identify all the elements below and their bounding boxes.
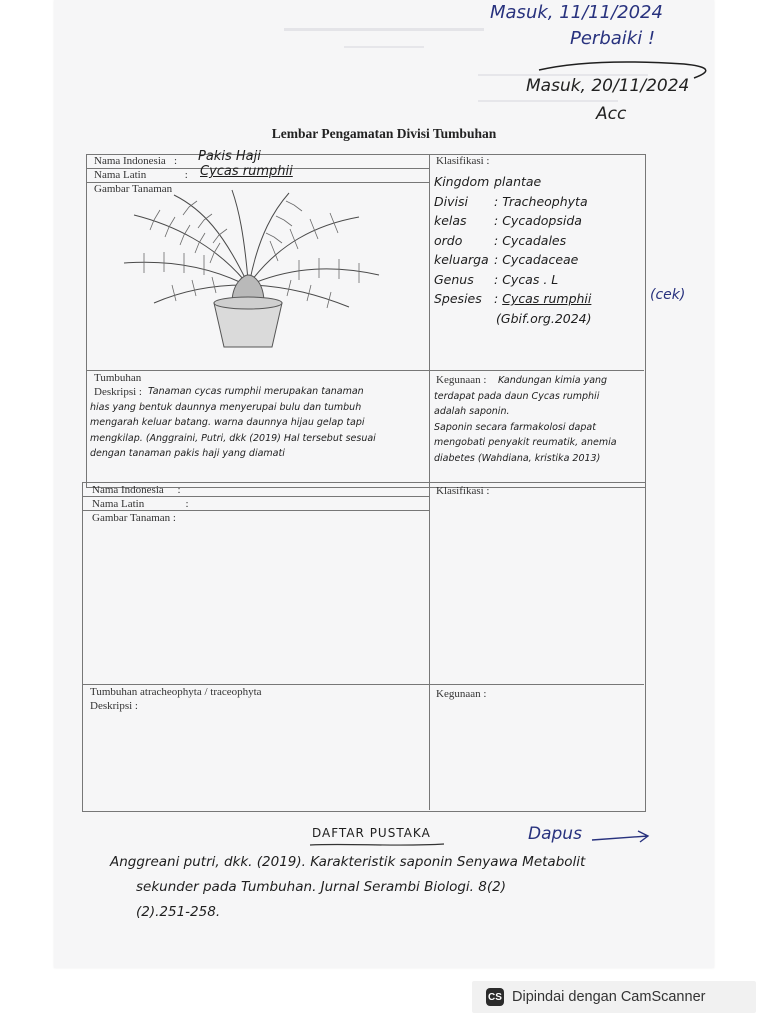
row-line: [86, 370, 644, 371]
heading-underline: [308, 840, 448, 850]
label-gambar-tanaman: Gambar Tanaman: [94, 183, 173, 195]
deskripsi-text: Tanaman cycas rumphii merupakan tanaman hias yang bentuk daunnya menyerupai bulu dan tumbuh mengarah keluar batang. warna daunnya hijau gelap tapi mengkilap. (Anggraini, Putri, dkk (2019) Hal tersebut sesuai dengan tanaman pakis haji yang diamati: [90, 386, 376, 459]
value-nama-indonesia: Pakis Haji: [198, 149, 261, 164]
watermark-text: Dipindai dengan CamScanner: [512, 989, 706, 1005]
table-divider: [429, 482, 430, 810]
label-kegunaan-2: Kegunaan :: [436, 688, 487, 700]
label-tumbuhan-2: Tumbuhan atracheophyta / traceophyta: [90, 686, 262, 698]
cycas-plant-drawing: [114, 185, 394, 355]
classification-list: [434, 172, 644, 328]
classification-row: Divisi : Tracheophyta: [434, 193, 588, 209]
acc-note: Acc: [596, 104, 627, 124]
label-nama-latin: Nama Latin :: [94, 169, 188, 181]
table-divider: [429, 154, 430, 486]
scanned-sheet: [54, 0, 714, 968]
label-tumbuhan: Tumbuhan: [94, 372, 142, 384]
label-nama-indonesia: Nama Indonesia :: [94, 155, 178, 167]
dapus-note: Dapus: [528, 824, 582, 844]
label-deskripsi: Deskripsi :: [94, 386, 142, 398]
show-through-text: [478, 100, 618, 102]
classification-row: kelas : Cycadopsida: [434, 213, 582, 228]
kegunaan-text: Kandungan kimia yang terdapat pada daun Cycas rumphii adalah saponin. Saponin secara farmakolosi dapat mengobati penyakit reumatik, anemia diabetes (Wahdiana, kristika 2013): [434, 375, 617, 464]
row-line: [82, 496, 430, 497]
label-nama-indonesia-2: Nama Indonesia :: [92, 484, 181, 496]
classification-row: Kingdom plantae: [434, 174, 542, 189]
label-klasifikasi: Klasifikasi :: [436, 155, 490, 167]
arrow-right-icon: [590, 828, 654, 848]
label-deskripsi-2: Deskripsi :: [90, 700, 138, 712]
perbaiki-note: Perbaiki !: [570, 28, 656, 49]
label-kegunaan: Kegunaan :: [436, 374, 487, 386]
entry-date-1: Masuk, 11/11/2024: [490, 2, 663, 23]
value-nama-latin: Cycas rumphii: [200, 164, 293, 179]
label-gambar-tanaman-2: Gambar Tanaman :: [92, 512, 176, 524]
camscanner-watermark: [472, 981, 756, 1013]
show-through-text: [344, 46, 424, 48]
classification-row: keluarga : Cycadaceae: [434, 252, 579, 267]
species-source: (Gbif.org.2024): [496, 310, 592, 326]
daftar-pustaka-heading: DAFTAR PUSTAKA: [312, 826, 431, 840]
observation-table-2: [82, 482, 646, 812]
row-line: [82, 510, 430, 511]
label-klasifikasi-2: Klasifikasi :: [436, 485, 490, 497]
entry-date-2: Masuk, 20/11/2024: [526, 76, 690, 96]
camscanner-logo-icon: CS: [486, 988, 504, 1006]
reference-entry: Anggreani putri, dkk. (2019). Karakteristik saponin Senyawa Metabolit sekunder pada Tumbuhan. Jurnal Serambi Biologi. 8(2) (2).251-258.: [110, 854, 586, 920]
row-line: [82, 684, 644, 685]
classification-row: Spesies : Cycas rumphii: [434, 291, 592, 306]
classification-row: ordo : Cycadales: [434, 232, 567, 248]
cek-note: (cek): [650, 287, 686, 303]
label-nama-latin-2: Nama Latin :: [92, 498, 189, 510]
classification-row: Genus : Cycas . L: [434, 271, 559, 287]
page-title: Lembar Pengamatan Divisi Tumbuhan: [271, 126, 497, 141]
show-through-text: [284, 28, 484, 31]
